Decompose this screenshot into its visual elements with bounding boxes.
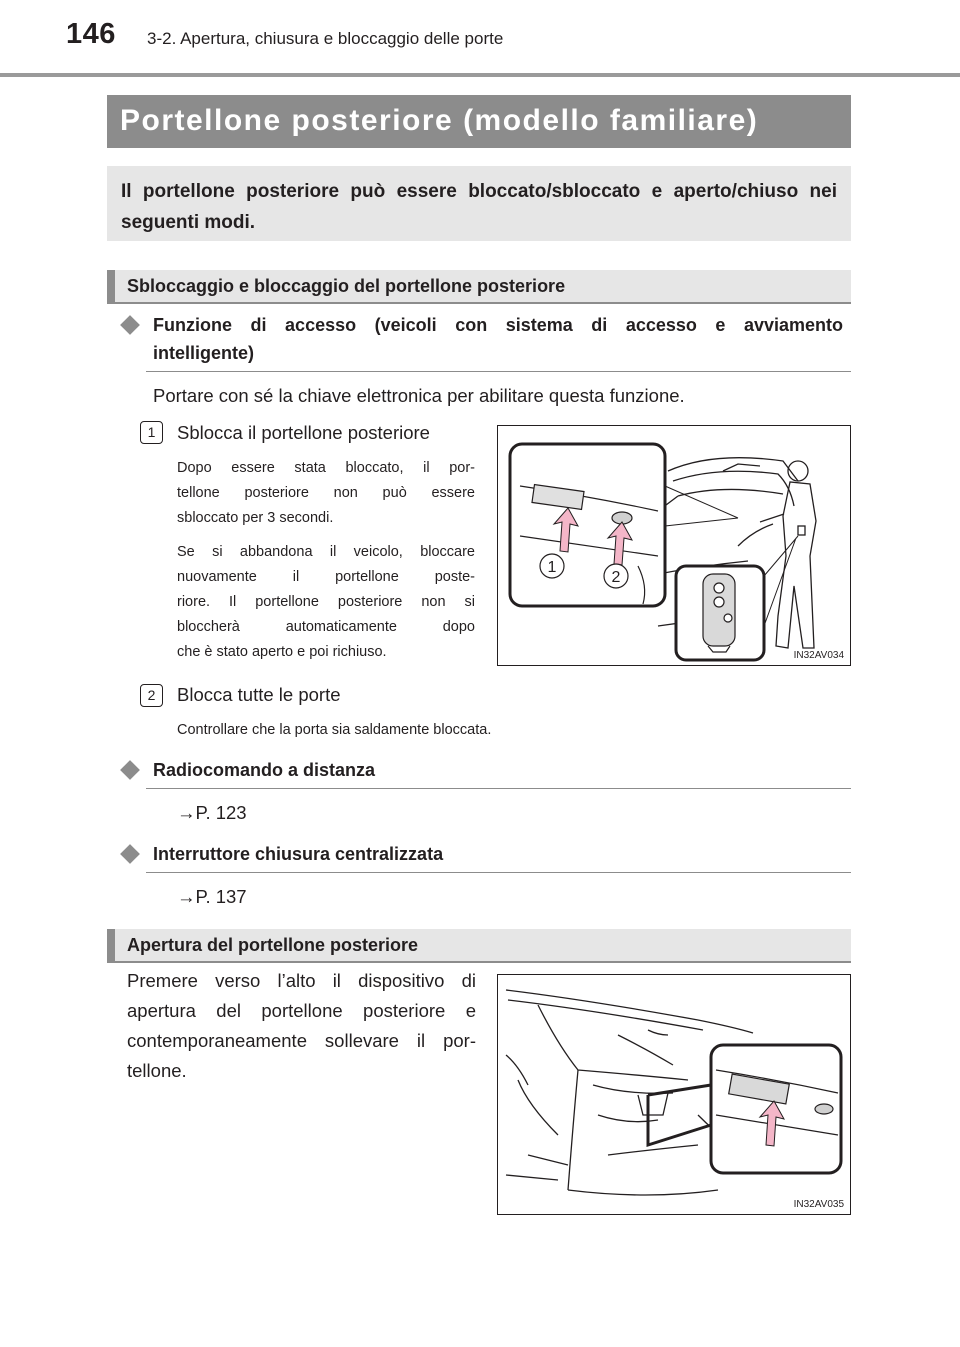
intro-box [107,166,851,241]
step1-title: Sblocca il portellone posteriore [177,422,430,443]
step1-note2-line2: nuovamente il portellone poste- [177,569,475,585]
step1-note1-line1: Dopo essere stata bloccato, il por- [177,460,475,476]
figure-smart-entry [497,425,851,666]
opening-text-line3: contemporaneamente sollevare il por- [127,1030,476,1051]
opening-text-line4: tellone. [127,1060,187,1081]
section-heading-rule [107,302,851,304]
step1-note2 [177,540,475,665]
section-heading-lock-unlock [107,270,851,304]
step1-note2-line1: Se si abbandona il veicolo, bloccare [177,544,475,560]
step1-note2-line3: riore. Il portellone posteriore non si [177,594,475,610]
section-heading-bar [107,929,115,963]
section-heading-bar [107,270,115,304]
step1-note1 [177,456,475,531]
step2-title: Blocca tutte le porte [177,684,341,705]
step1-note1-line3: sbloccato per 3 secondi. [177,510,334,526]
opening-instructions [127,966,476,1086]
figure-smart-entry-illustration [498,426,850,665]
header-rule [0,73,960,77]
section-heading-opening [107,929,851,963]
section-heading-text: Apertura del portellone posteriore [127,935,419,955]
step1-note2-line4: bloccherà automaticamente dopo [177,619,475,635]
figure-callout-2: 2 [611,569,621,586]
figure-callout-1: 1 [547,559,557,576]
subsection-title-entry-line2: intelligente) [153,343,255,363]
subsection-rule [146,872,851,873]
running-head: 3-2. Apertura, chiusura e bloccaggio delle porte [147,29,504,48]
step1-note2-line5: che è stato aperto e poi richiuso. [177,644,387,660]
figure-tailgate-opener [497,974,851,1215]
opening-text-line1: Premere verso l’alto il dispositivo di [127,970,476,991]
entry-lead-text: Portare con sé la chiave elettronica per abilitare questa funzione. [153,385,685,406]
section-heading-rule [107,961,851,963]
page-title: Portellone posteriore (modello familiare) [120,104,759,137]
step-number-1: 1 [140,421,163,444]
diamond-bullet-icon [120,760,140,780]
page-number: 146 [66,18,116,50]
step2-note: Controllare che la porta sia saldamente bloccata. [177,722,492,738]
central-lock-page-ref: →P. 137 [177,886,247,907]
title-band [107,95,851,148]
diamond-bullet-icon [120,315,140,335]
diamond-bullet-icon [120,844,140,864]
figure-code-1: IN32AV034 [793,650,844,661]
subsection-title-entry-line1: Funzione di accesso (veicoli con sistema di accesso e avviamento [153,315,843,335]
remote-page-ref: →P. 123 [177,802,247,823]
subsection-title-remote: Radiocomando a distanza [153,760,376,780]
figure-code-2: IN32AV035 [793,1199,844,1210]
figure-tailgate-illustration [498,975,850,1214]
step1-note1-line2: tellone posteriore non può essere [177,485,475,501]
subsection-rule [146,371,851,372]
section-heading-text: Sbloccaggio e bloccaggio del portellone posteriore [127,276,566,296]
subsection-title-central-lock: Interruttore chiusura centralizzata [153,844,444,864]
step-number-2: 2 [140,684,163,707]
subsection-rule [146,788,851,789]
intro-text: Il portellone posteriore può essere bloccato/sbloccato e aperto/chiuso nei seguenti modi. [121,181,837,233]
opening-text-line2: apertura del portellone posteriore e [127,1000,476,1021]
